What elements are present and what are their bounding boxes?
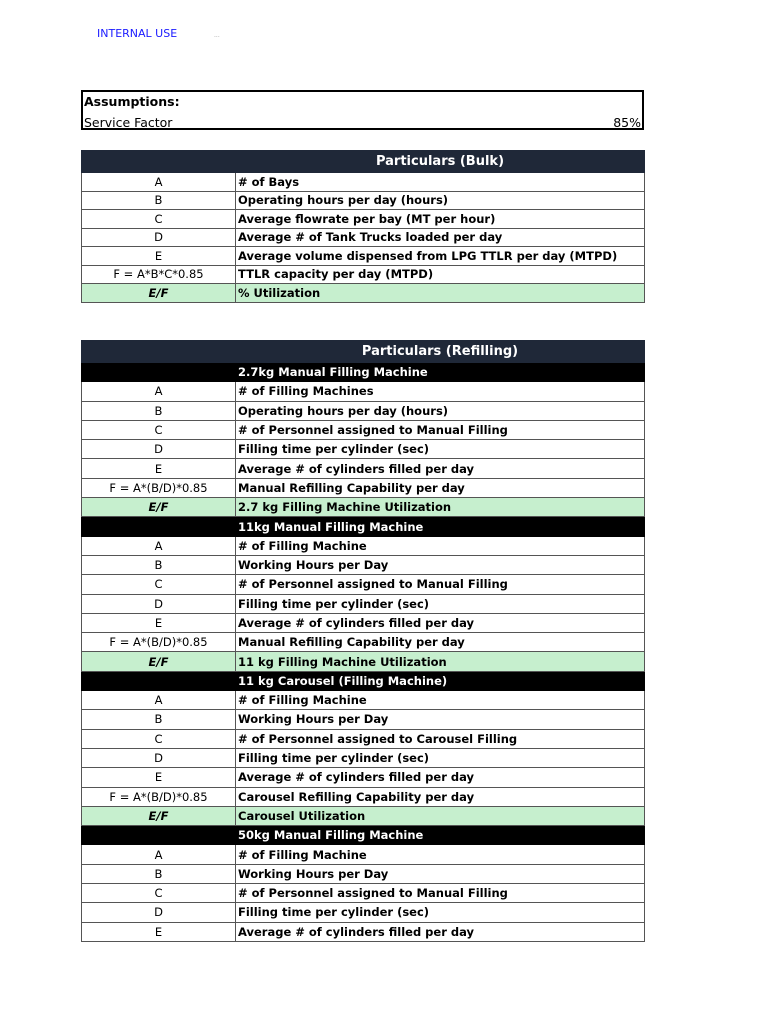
row-description: Average # of cylinders filled per day <box>236 459 645 478</box>
row-description: Average flowrate per bay (MT per hour) <box>236 210 645 229</box>
row-code: E/F <box>82 652 236 671</box>
table-row <box>82 536 645 555</box>
row-description: Average # of cylinders filled per day <box>236 768 645 787</box>
bulk-header-title: Particulars (Bulk) <box>236 151 645 173</box>
row-description: % Utilization <box>236 284 645 303</box>
row-code: D <box>82 903 236 922</box>
table-row <box>82 265 645 284</box>
table-row <box>82 401 645 420</box>
row-code: D <box>82 440 236 459</box>
table-row <box>82 440 645 459</box>
row-code: C <box>82 729 236 748</box>
row-description: Operating hours per day (hours) <box>236 191 645 210</box>
section-header-row <box>82 671 645 690</box>
row-code: A <box>82 173 236 192</box>
bulk-table <box>81 150 645 303</box>
section-header-row <box>82 517 645 536</box>
row-description: Average # of cylinders filled per day <box>236 922 645 941</box>
row-code: A <box>82 691 236 710</box>
row-code: C <box>82 884 236 903</box>
row-code: E <box>82 247 236 266</box>
row-description: 11 kg Filling Machine Utilization <box>236 652 645 671</box>
row-description: TTLR capacity per day (MTPD) <box>236 265 645 284</box>
row-code: F = A*(B/D)*0.85 <box>82 787 236 806</box>
row-description: # of Personnel assigned to Carousel Filling <box>236 729 645 748</box>
assumptions-box <box>81 90 644 130</box>
table-row <box>82 845 645 864</box>
row-code: A <box>82 845 236 864</box>
row-description: # of Personnel assigned to Manual Filling <box>236 575 645 594</box>
table-row <box>82 710 645 729</box>
refilling-header-title: Particulars (Refilling) <box>236 341 645 363</box>
row-description: Working Hours per Day <box>236 710 645 729</box>
row-code: B <box>82 864 236 883</box>
section-header-row <box>82 826 645 845</box>
row-code: E <box>82 768 236 787</box>
row-description: # of Personnel assigned to Manual Filling <box>236 420 645 439</box>
table-row <box>82 768 645 787</box>
row-description: Manual Refilling Capability per day <box>236 478 645 497</box>
table-row <box>82 575 645 594</box>
row-description: # of Filling Machine <box>236 845 645 864</box>
row-code: A <box>82 382 236 401</box>
table-row <box>82 459 645 478</box>
row-code: B <box>82 401 236 420</box>
row-description: # of Filling Machine <box>236 536 645 555</box>
row-description: # of Filling Machines <box>236 382 645 401</box>
row-code: B <box>82 555 236 574</box>
row-code: B <box>82 191 236 210</box>
row-code: C <box>82 210 236 229</box>
table-row <box>82 498 645 517</box>
row-code: F = A*B*C*0.85 <box>82 265 236 284</box>
row-description: 2.7 kg Filling Machine Utilization <box>236 498 645 517</box>
row-code: E/F <box>82 498 236 517</box>
row-description: # of Personnel assigned to Manual Filling <box>236 884 645 903</box>
row-code: C <box>82 575 236 594</box>
section-title: 2.7kg Manual Filling Machine <box>236 363 645 382</box>
table-row <box>82 748 645 767</box>
table-row <box>82 922 645 941</box>
row-description: Filling time per cylinder (sec) <box>236 748 645 767</box>
row-code: D <box>82 748 236 767</box>
row-code: E/F <box>82 284 236 303</box>
row-description: Filling time per cylinder (sec) <box>236 594 645 613</box>
row-description: Operating hours per day (hours) <box>236 401 645 420</box>
row-description: Carousel Utilization <box>236 806 645 825</box>
refilling-header-blank <box>82 341 236 363</box>
row-description: Manual Refilling Capability per day <box>236 633 645 652</box>
section-title: 11 kg Carousel (Filling Machine) <box>236 671 645 690</box>
row-code: E <box>82 922 236 941</box>
section-blank <box>82 363 236 382</box>
table-row <box>82 478 645 497</box>
service-factor-value: 85% <box>613 115 641 130</box>
table-row <box>82 555 645 574</box>
table-row <box>82 594 645 613</box>
section-blank <box>82 671 236 690</box>
refilling-header-row <box>82 341 645 363</box>
row-code: F = A*(B/D)*0.85 <box>82 633 236 652</box>
table-row <box>82 903 645 922</box>
row-description: Working Hours per Day <box>236 555 645 574</box>
refilling-table <box>81 340 645 942</box>
header-mark: ... <box>214 32 220 39</box>
table-row <box>82 191 645 210</box>
table-row <box>82 864 645 883</box>
table-row <box>82 691 645 710</box>
row-code: E/F <box>82 806 236 825</box>
internal-use-label: INTERNAL USE <box>97 27 178 40</box>
bulk-header-blank <box>82 151 236 173</box>
service-factor-label: Service Factor <box>84 115 173 130</box>
row-description: Working Hours per Day <box>236 864 645 883</box>
assumptions-title: Assumptions: <box>84 94 180 109</box>
table-row <box>82 247 645 266</box>
row-description: Average # of Tank Trucks loaded per day <box>236 228 645 247</box>
table-row <box>82 210 645 229</box>
row-description: Average volume dispensed from LPG TTLR per day (MTPD) <box>236 247 645 266</box>
table-row <box>82 613 645 632</box>
table-row <box>82 787 645 806</box>
table-row <box>82 228 645 247</box>
row-description: Filling time per cylinder (sec) <box>236 903 645 922</box>
table-row <box>82 884 645 903</box>
table-row <box>82 652 645 671</box>
section-title: 50kg Manual Filling Machine <box>236 826 645 845</box>
row-description: Filling time per cylinder (sec) <box>236 440 645 459</box>
table-row <box>82 806 645 825</box>
table-row <box>82 420 645 439</box>
row-description: Carousel Refilling Capability per day <box>236 787 645 806</box>
row-code: C <box>82 420 236 439</box>
table-row <box>82 382 645 401</box>
section-blank <box>82 826 236 845</box>
section-blank <box>82 517 236 536</box>
row-code: D <box>82 594 236 613</box>
table-row <box>82 729 645 748</box>
row-code: E <box>82 613 236 632</box>
bulk-header-row <box>82 151 645 173</box>
section-title: 11kg Manual Filling Machine <box>236 517 645 536</box>
row-description: # of Bays <box>236 173 645 192</box>
row-description: # of Filling Machine <box>236 691 645 710</box>
row-code: F = A*(B/D)*0.85 <box>82 478 236 497</box>
table-row <box>82 633 645 652</box>
row-code: B <box>82 710 236 729</box>
row-code: E <box>82 459 236 478</box>
table-row <box>82 284 645 303</box>
row-code: A <box>82 536 236 555</box>
row-code: D <box>82 228 236 247</box>
section-header-row <box>82 363 645 382</box>
table-row <box>82 173 645 192</box>
row-description: Average # of cylinders filled per day <box>236 613 645 632</box>
